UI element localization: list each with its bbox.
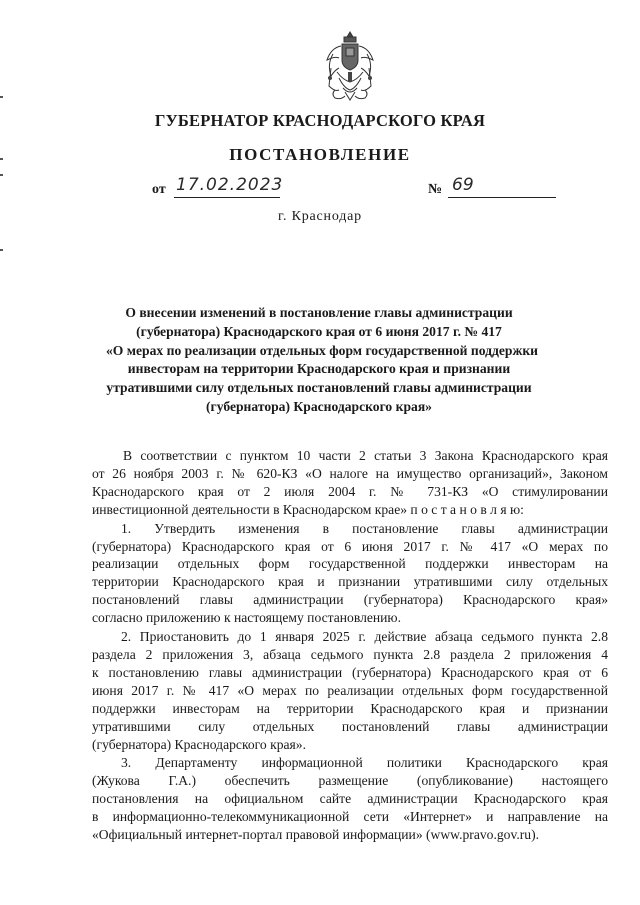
document-body — [92, 447, 608, 844]
title-line: утратившими силу отдельных постановлений главы администрации — [106, 380, 532, 396]
title-line: О внесении изменений в постановление главы администрации — [125, 305, 513, 320]
body-line: инвестиционной деятельности в Краснодарском крае» п о с т а н о в л я ю: — [92, 501, 524, 517]
body-line: поддержки инвесторам на территории Краснодарского края и признании — [92, 700, 608, 716]
body-line: территории Краснодарского края и признании утратившими силу отдельных — [92, 574, 608, 590]
coat-of-arms-icon — [321, 28, 379, 104]
body-line: 1. Утвердить изменения в постановление главы администрации — [121, 520, 608, 536]
body-line: 3. Департаменту информационной политики Краснодарского края — [121, 755, 608, 771]
body-line: (губернатора) Краснодарского края». — [92, 736, 306, 752]
body-line: «Официальный интернет-портал правовой информации» (www.pravo.gov.ru). — [92, 827, 540, 843]
scan-edge-mark — [0, 174, 3, 176]
issue-city: г. Краснодар — [278, 209, 362, 224]
document-type: ПОСТАНОВЛЕНИЕ — [229, 145, 411, 164]
document-date: 17.02.2023 — [174, 175, 280, 198]
body-line: раздела 2 приложения 3, абзаца седьмого пункта 2.8 раздела 2 приложения 4 — [92, 646, 608, 662]
title-line: (губернатора) Краснодарского края» — [206, 398, 432, 414]
number-label: № — [428, 182, 443, 197]
body-line: Краснодарского края от 2 июля 2004 г. № 731-КЗ «О стимулировании — [92, 483, 608, 499]
issuing-authority: ГУБЕРНАТОР КРАСНОДАРСКОГО КРАЯ — [154, 111, 486, 130]
scan-edge-mark — [0, 249, 3, 251]
document-number: 69 — [448, 175, 556, 198]
body-line: постановлений главы администрации (губернатора) Краснодарского края» — [92, 592, 608, 608]
body-line: согласно приложению к настоящему постановлению. — [92, 610, 401, 626]
date-label: от — [152, 182, 166, 197]
body-line: (Жукова Г.А.) обеспечить размещение (опубликование) настоящего — [92, 773, 608, 789]
body-line: реализации отдельных форм государственной поддержки инвесторам на — [92, 556, 608, 572]
body-line: в информационно-телекоммуникационной сети «Интернет» и направление на — [92, 809, 608, 825]
body-line: от 26 ноября 2003 г. № 620-КЗ «О налоге на имущество организаций», Законом — [92, 465, 608, 481]
title-line: «О мерах по реализации отдельных форм государственной поддержки — [106, 342, 539, 358]
title-line: (губернатора) Краснодарского края от 6 июня 2017 г. № 417 — [136, 323, 502, 339]
body-line: июня 2017 г. № 417 «О мерах по реализации отдельных форм государственной — [92, 682, 608, 698]
scan-edge-mark — [0, 158, 3, 160]
title-line: инвесторам на территории Краснодарского края и признании — [127, 361, 511, 377]
body-line: В соответствии с пунктом 10 части 2 статьи 3 Закона Краснодарского края — [123, 448, 608, 463]
document-title — [106, 304, 539, 417]
body-line: к постановлению главы администрации (губернатора) Краснодарского края от 6 — [92, 664, 608, 680]
body-line: постановления на официальном сайте администрации Краснодарского края — [92, 791, 608, 807]
body-line: (губернатора) Краснодарского края от 6 июня 2017 г. № 417 «О мерах по — [92, 538, 608, 554]
scan-edge-mark — [0, 96, 3, 98]
body-line: утратившими силу отдельных постановлений главы администрации — [92, 718, 608, 734]
body-line: 2. Приостановить до 1 января 2025 г. действие абзаца седьмого пункта 2.8 — [121, 629, 608, 645]
